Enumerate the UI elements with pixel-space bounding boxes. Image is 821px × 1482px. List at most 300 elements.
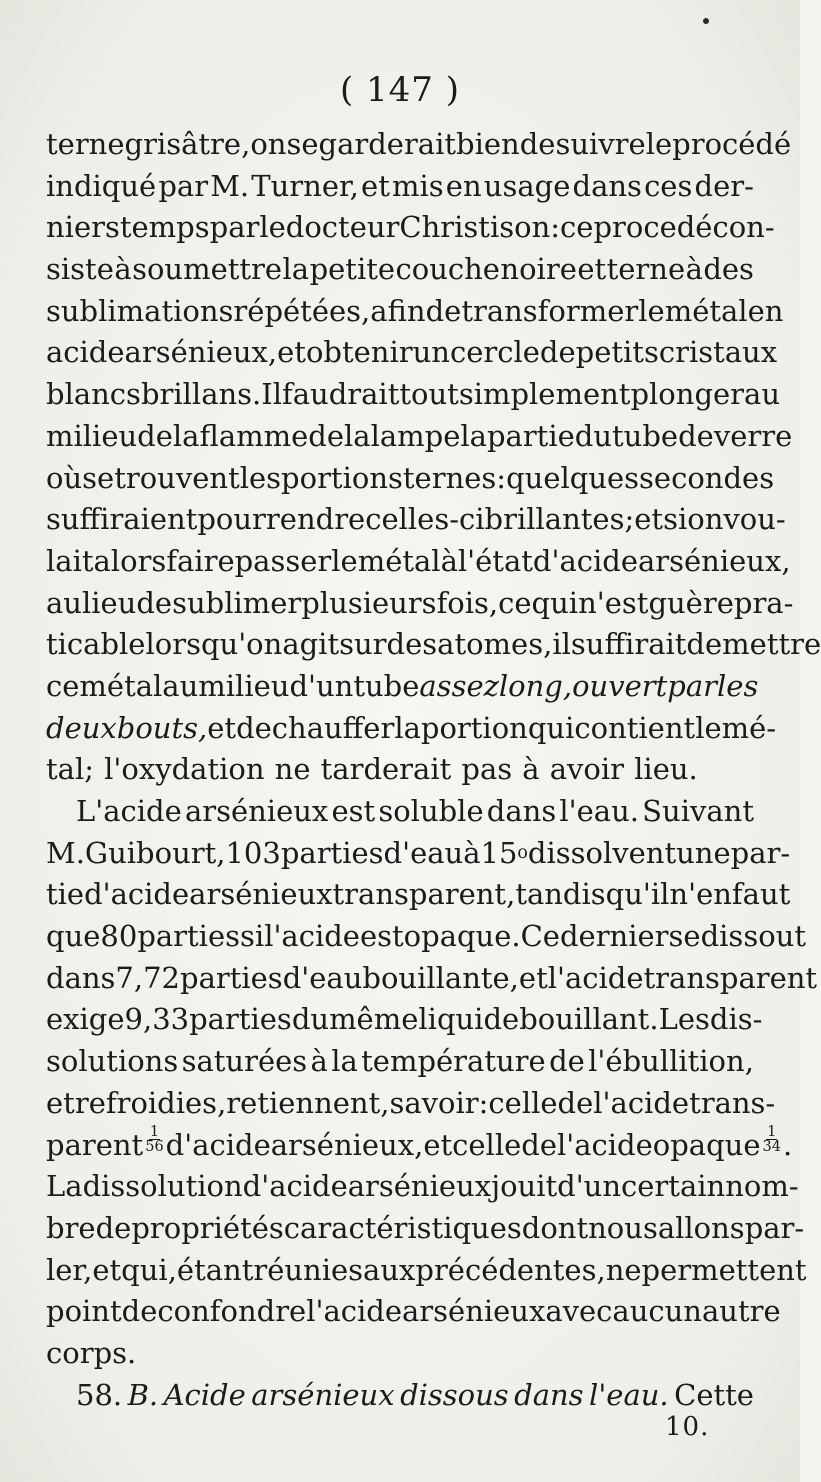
word: ce — [498, 585, 532, 620]
word: l'acide — [264, 919, 360, 954]
word: l'acide — [557, 1127, 653, 1162]
word: contient — [574, 710, 696, 745]
word: aux — [363, 1252, 416, 1287]
word: cristaux — [658, 335, 778, 370]
word: 58. — [76, 1377, 123, 1412]
word: l'état — [457, 543, 533, 578]
word: der- — [694, 168, 754, 203]
word: dernier — [559, 919, 669, 954]
word: tout — [399, 377, 459, 412]
word: où — [46, 460, 83, 495]
word: faut — [731, 877, 791, 912]
word: verre — [713, 418, 793, 453]
word: qui — [527, 710, 575, 745]
word: transparent, — [332, 877, 516, 912]
text-line — [46, 874, 791, 916]
text-line — [46, 1166, 799, 1208]
word: à — [310, 1044, 328, 1079]
word: point — [46, 1294, 122, 1329]
word: tube — [612, 418, 679, 453]
word: d'acide — [165, 1127, 271, 1162]
word: et — [634, 502, 664, 537]
word: si — [663, 502, 688, 537]
word: savoir — [389, 1085, 479, 1120]
word: confondre — [157, 1294, 307, 1329]
text-line — [46, 458, 775, 500]
word: Turner, — [251, 168, 359, 203]
word: à — [440, 543, 458, 578]
word: la — [460, 418, 487, 453]
word: 103 — [225, 835, 281, 870]
word: et — [46, 1085, 75, 1120]
word: : — [478, 1085, 489, 1120]
word: L'acide — [76, 794, 182, 828]
word: la — [172, 418, 200, 453]
word: chauffer — [271, 710, 395, 745]
word: précédentes, — [415, 1252, 606, 1287]
word: garderait — [318, 127, 457, 161]
word: arsénieux, — [124, 335, 278, 370]
word: grisâtre, — [124, 127, 251, 161]
word: assez — [419, 668, 499, 703]
word: caractéristiques — [283, 1210, 522, 1245]
word: du — [574, 418, 613, 453]
text-line — [46, 1375, 754, 1417]
word: dans — [572, 168, 642, 203]
word: l'acide — [593, 1085, 690, 1120]
word: fois, — [436, 585, 499, 620]
word: de — [519, 127, 556, 161]
word: refroidies, — [74, 1085, 227, 1120]
word: guère — [648, 585, 734, 620]
text-line — [46, 916, 806, 958]
word: l'ébullition, — [588, 1044, 754, 1079]
word: des — [386, 627, 438, 662]
text-line — [46, 249, 754, 291]
word: que — [46, 919, 101, 954]
word: retiennent, — [226, 1085, 390, 1120]
word: agit — [282, 627, 340, 662]
page-number: ( 147 ) — [339, 70, 461, 110]
word: de — [686, 627, 723, 662]
word: terne — [606, 252, 686, 287]
word: le — [638, 293, 665, 328]
word: ce — [560, 210, 594, 245]
word: l'acide — [547, 960, 644, 995]
word: sur — [339, 627, 387, 662]
word: répétées, — [233, 293, 371, 328]
text-line — [46, 666, 759, 708]
word: par- — [730, 835, 791, 870]
word: si — [240, 919, 265, 954]
word: avec — [545, 1294, 613, 1329]
word: tube — [353, 668, 420, 703]
word: autre — [702, 1294, 781, 1329]
word: . — [782, 1127, 793, 1162]
word: Ce — [520, 919, 560, 954]
word: brillans. — [140, 377, 262, 412]
word: procédé — [672, 127, 792, 161]
word: Il — [261, 377, 282, 412]
word: blancs — [46, 377, 141, 412]
word: temps — [119, 210, 210, 245]
word: dissolvent — [527, 835, 677, 870]
word: et — [423, 1127, 453, 1162]
word: à — [522, 752, 540, 787]
word: la — [394, 710, 421, 745]
word: l'acide — [306, 1294, 402, 1329]
word: celles-ci — [365, 502, 485, 537]
word: dont — [521, 1210, 589, 1245]
text-line — [46, 708, 777, 750]
word: de — [137, 418, 173, 453]
word: parties — [189, 1002, 292, 1037]
word: partie — [486, 418, 575, 453]
word: par — [667, 668, 718, 703]
word: en — [445, 168, 482, 203]
word: dans — [514, 1377, 584, 1412]
word: : — [496, 460, 507, 495]
word: indiqué — [46, 168, 157, 203]
word: faudrait — [282, 377, 400, 412]
ink-speck — [703, 18, 709, 24]
text-line — [46, 416, 793, 458]
text-line — [46, 791, 754, 833]
word: trans- — [689, 1085, 776, 1120]
text-line — [46, 583, 794, 625]
word: et — [577, 252, 607, 287]
word: dissous — [400, 1377, 509, 1412]
word: lieu. — [634, 752, 698, 787]
word: petite — [309, 252, 396, 287]
text-line — [46, 1208, 805, 1250]
text-line — [46, 1041, 754, 1083]
word: ces — [644, 168, 693, 203]
word: des — [703, 252, 754, 287]
word: parties — [180, 960, 283, 995]
word: le — [331, 543, 358, 578]
word: nom- — [725, 1169, 799, 1204]
word: de — [678, 418, 714, 453]
text-line — [46, 999, 763, 1041]
word: : — [550, 210, 561, 245]
word: simplement — [458, 377, 631, 412]
word: dissolution — [82, 1169, 243, 1204]
word: 80 — [100, 919, 138, 954]
word: saturées — [181, 1044, 308, 1079]
word: bouillant. — [519, 1002, 659, 1037]
text-line — [46, 166, 754, 208]
word: plusieurs — [301, 585, 437, 620]
word: n'en — [669, 877, 732, 912]
text-line — [46, 207, 775, 249]
word: le — [695, 710, 722, 745]
text-line — [46, 1123, 793, 1167]
word: se — [82, 460, 115, 495]
word: au — [744, 377, 781, 412]
word: milieu — [198, 668, 290, 703]
word: solutions — [46, 1044, 179, 1079]
word: à — [685, 252, 703, 287]
word: procedé — [593, 210, 713, 245]
word: et — [92, 1252, 122, 1287]
word: étant — [176, 1252, 254, 1287]
word: sublimer — [172, 585, 302, 620]
word: celle — [488, 1085, 558, 1120]
word: 7,72 — [115, 960, 180, 995]
word: milieu — [46, 418, 138, 453]
word: qui, — [121, 1252, 177, 1287]
word: usage — [483, 168, 571, 203]
word: même — [329, 1002, 419, 1037]
word: arsénieux — [251, 1377, 395, 1412]
word: dans — [486, 794, 557, 828]
word: il — [552, 627, 571, 662]
word: couche — [395, 252, 500, 287]
word: on — [687, 502, 724, 537]
word: d'un — [557, 1169, 622, 1204]
word: d'acide — [532, 543, 638, 578]
word: lorsqu'on — [145, 627, 283, 662]
word: bouillante, — [362, 960, 519, 995]
word: qu'il — [605, 877, 670, 912]
word: mé- — [721, 710, 777, 745]
word: une — [676, 835, 731, 870]
body-text — [46, 124, 821, 1416]
word: de — [236, 710, 272, 745]
word: suffirait — [570, 627, 687, 662]
fraction: $\frac{1}{34}$ — [762, 1123, 781, 1155]
word: de — [95, 1210, 132, 1245]
word: arsénieux — [189, 877, 333, 912]
word: dissout — [700, 919, 806, 954]
word: sublimations — [46, 293, 234, 328]
word: nous — [588, 1210, 658, 1245]
word: permettent — [641, 1252, 807, 1287]
word: passer — [234, 543, 332, 578]
word: propriétés — [131, 1210, 284, 1245]
word: n'est — [578, 585, 649, 620]
word: lampe — [370, 418, 461, 453]
word: pra- — [733, 585, 794, 620]
word: lait — [46, 543, 94, 578]
word: certain — [621, 1169, 726, 1204]
word: d'acide — [84, 877, 190, 912]
word: corps. — [46, 1335, 137, 1370]
word: de — [557, 1085, 594, 1120]
word: transformer — [461, 293, 639, 328]
word: bien — [456, 127, 520, 161]
word: niers — [46, 210, 120, 245]
text-line — [46, 749, 754, 791]
text-line — [46, 332, 778, 374]
word: les — [717, 668, 759, 703]
word: ler, — [46, 1252, 93, 1287]
text-line — [46, 1250, 807, 1292]
word: la — [282, 252, 310, 287]
word: de — [539, 335, 576, 370]
word: long, — [498, 668, 573, 703]
word: jouit — [491, 1169, 558, 1204]
word: de — [549, 1044, 585, 1079]
word: la — [344, 418, 371, 453]
word: siste — [46, 252, 114, 287]
word: arsénieux — [184, 794, 329, 828]
word: se — [668, 919, 701, 954]
word: par — [209, 210, 260, 245]
word: ouvert — [572, 668, 668, 703]
word: mis — [392, 168, 444, 203]
word: d'un — [289, 668, 354, 703]
word: tie — [46, 877, 85, 912]
word: parties — [137, 919, 241, 954]
text-line — [46, 499, 786, 541]
word: qui — [531, 585, 579, 620]
word: M. — [46, 835, 85, 870]
word: ticable — [46, 627, 146, 662]
word: 9,33 — [124, 1002, 190, 1037]
word: le — [645, 127, 673, 161]
word: de — [521, 1127, 557, 1162]
word: arsénieux, — [637, 543, 791, 578]
word: portions — [281, 460, 403, 495]
word: par- — [744, 1210, 805, 1245]
word: alors — [93, 543, 167, 578]
word: l'oxydation — [104, 752, 265, 787]
text-line — [46, 1333, 754, 1375]
text-line — [46, 833, 791, 875]
fraction: $\frac{1}{56}$ — [145, 1123, 164, 1155]
word: de — [136, 585, 173, 620]
word: allons — [657, 1210, 745, 1245]
word: l'eau. — [589, 1377, 669, 1412]
word: terne — [46, 127, 125, 161]
word: secondes — [639, 460, 775, 495]
text-line — [46, 374, 781, 416]
word: trouvent — [114, 460, 240, 495]
word: on — [250, 127, 287, 161]
word: Suivant — [642, 794, 754, 828]
word: réunies — [253, 1252, 364, 1287]
word: Guibourt, — [84, 835, 226, 870]
word: se — [286, 127, 319, 161]
word: quelques — [506, 460, 640, 495]
word: docteur — [285, 210, 400, 245]
word: opaque — [652, 1127, 761, 1162]
word: afin — [370, 293, 426, 328]
word: arsénieux — [402, 1294, 546, 1329]
word: ternes — [402, 460, 497, 495]
text-line — [46, 541, 791, 583]
word: opaque. — [403, 919, 521, 954]
word: obtenir — [305, 335, 413, 370]
word: cercle — [449, 335, 540, 370]
word: le — [259, 210, 286, 245]
word: les — [239, 460, 282, 495]
superscript: o — [517, 842, 528, 863]
word: Cette — [674, 1377, 754, 1412]
word: température — [361, 1044, 546, 1079]
word: flamme — [199, 418, 309, 453]
word: tandis — [515, 877, 606, 912]
word: atomes, — [437, 627, 553, 662]
word: est — [331, 794, 376, 828]
word: petits — [575, 335, 659, 370]
word: tal; — [46, 752, 94, 787]
word: de — [121, 1294, 158, 1329]
word: d'eau — [282, 960, 363, 995]
word: parent — [46, 1127, 144, 1162]
word: et — [518, 960, 548, 995]
word: de — [308, 418, 345, 453]
word: d'eau — [383, 835, 464, 870]
word: transparent — [643, 960, 818, 995]
word: acide — [46, 335, 125, 370]
word: bouts, — [116, 710, 208, 745]
word: B. — [127, 1377, 159, 1412]
word: rendre — [265, 502, 366, 537]
word: et — [361, 168, 390, 203]
word: soumettre — [132, 252, 283, 287]
word: dans — [46, 960, 116, 995]
word: à — [114, 252, 132, 287]
word: parties — [280, 835, 384, 870]
word: aucun — [612, 1294, 702, 1329]
word: bre — [46, 1210, 96, 1245]
text-line — [46, 291, 784, 333]
word: ne — [605, 1252, 642, 1287]
word: par — [158, 168, 209, 203]
word: suivre — [555, 127, 646, 161]
word: du — [291, 1002, 330, 1037]
text-line — [46, 958, 818, 1000]
text-line — [46, 1083, 776, 1125]
word: noire — [500, 252, 577, 287]
word: au — [46, 585, 82, 620]
word: vou- — [723, 502, 786, 537]
word: suffiraientpour — [46, 502, 266, 537]
word: en — [747, 293, 784, 328]
word: est — [359, 919, 404, 954]
word: et — [207, 710, 237, 745]
word: pas — [461, 752, 513, 787]
word: dis- — [709, 1002, 763, 1037]
word: arsénieux, — [270, 1127, 424, 1162]
text-line — [46, 1291, 781, 1333]
word: soluble — [378, 794, 484, 828]
word: liquide — [418, 1002, 520, 1037]
word: l'eau. — [559, 794, 639, 828]
word: et — [277, 335, 306, 370]
word: faire — [166, 543, 235, 578]
word: de — [425, 293, 462, 328]
word: arsénieux — [347, 1169, 492, 1204]
word: avoir — [549, 752, 625, 787]
word: Christison — [399, 210, 551, 245]
word: lieu — [81, 585, 137, 620]
word: mettre — [722, 627, 821, 662]
word: celle — [452, 1127, 522, 1162]
word: la — [331, 1044, 358, 1079]
text-line — [46, 124, 792, 166]
word: 15 — [480, 835, 518, 870]
word: plonger — [630, 377, 745, 412]
catchword: 10. — [665, 1412, 710, 1442]
word: métal — [79, 668, 163, 703]
word: ne — [274, 752, 311, 787]
word: ce — [46, 668, 80, 703]
word: au — [162, 668, 199, 703]
